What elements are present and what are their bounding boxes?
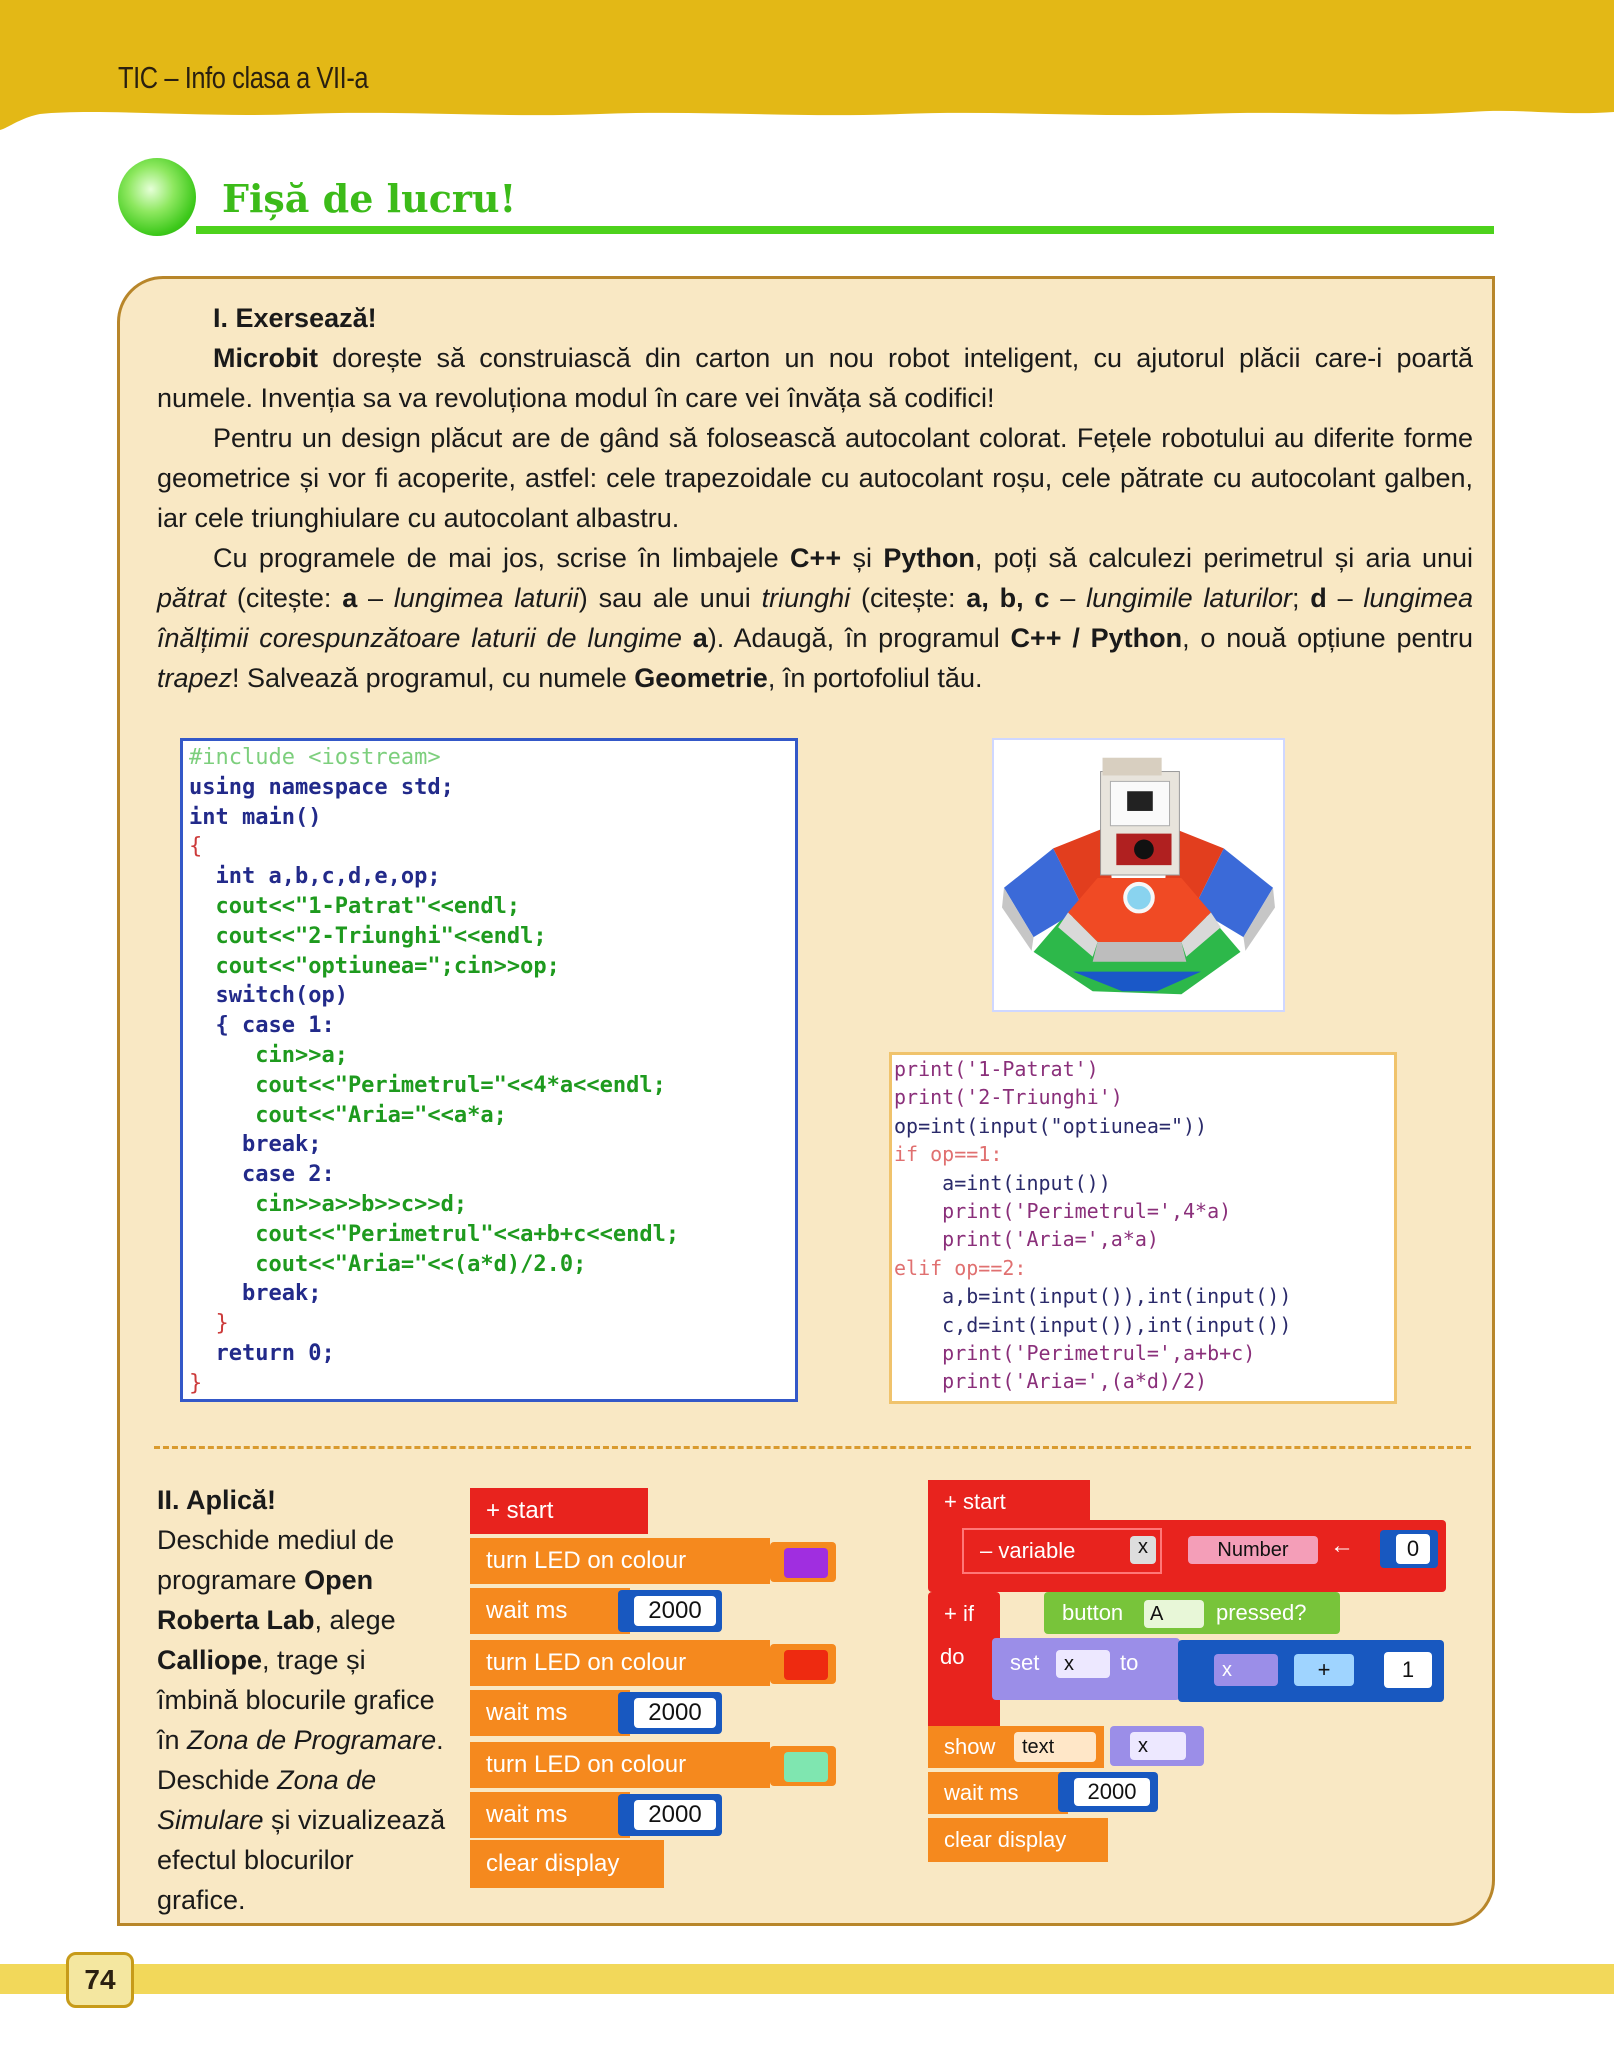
turn-led-block[interactable]: turn LED on colour <box>470 1538 770 1584</box>
section2-heading: II. Aplică! <box>157 1485 277 1515</box>
set-block[interactable]: set <box>992 1638 1180 1700</box>
pressed-label: pressed? <box>1216 1600 1307 1625</box>
code-line: { case 1: <box>189 1013 335 1039</box>
code-line: cout<<"Perimetrul"<<a+b+c<<endl; <box>189 1221 680 1247</box>
to-label: to <box>1120 1650 1139 1675</box>
set-variable-dropdown[interactable]: x <box>1056 1650 1110 1678</box>
colour-swatch-red[interactable] <box>784 1650 828 1680</box>
code-line: { <box>189 834 203 860</box>
robot-image <box>992 738 1285 1012</box>
start-block[interactable]: + start <box>470 1488 648 1534</box>
wait-value[interactable]: 2000 <box>1074 1778 1150 1806</box>
code-line: cout<<"optiunea=";cin>>op; <box>189 953 560 979</box>
code-line: cout<<"2-Triunghi"<<endl; <box>189 923 547 949</box>
clear-display-block[interactable]: clear display <box>928 1818 1108 1862</box>
microbit-term: Microbit <box>213 343 318 373</box>
section2-text <box>157 1480 447 1920</box>
code-line: op=int(input("optiunea=")) <box>894 1113 1208 1138</box>
code-line: cout<<"Aria="<<(a*d)/2.0; <box>189 1251 587 1277</box>
paragraph-3: Cu programele de mai jos, scrise în limbajele C++ și Python, poți să calculezi perimetrul și aria unui pătrat (citește: a – lungimea laturii) sau ale unui triunghi (citește: a, b, c – lungimile laturilor; d – lungimea înălțimii corespunzătoare laturii de lungime a). Adaugă, în programul C++ / Python, o nouă opțiune pentru trapez! Salvează programul, cu numele Geometrie, în portofoliul tău. <box>157 543 1473 693</box>
show-type-dropdown[interactable]: text <box>1014 1732 1096 1762</box>
footer-band <box>0 1964 1614 1994</box>
code-line: using namespace std; <box>189 774 454 800</box>
code-line: print('Perimetrul=',a+b+c) <box>894 1341 1256 1366</box>
variable-block[interactable]: – variable <box>962 1528 1162 1574</box>
code-line: } <box>189 1311 229 1337</box>
button-pressed-block[interactable]: button <box>1044 1592 1340 1634</box>
code-line: a=int(input()) <box>894 1170 1111 1195</box>
wait-value[interactable]: 2000 <box>634 1596 716 1626</box>
code-line: print('1-Patrat') <box>894 1057 1099 1081</box>
code-line: break; <box>189 1132 322 1158</box>
dashed-separator <box>154 1446 1471 1449</box>
var-x-reporter[interactable]: x <box>1214 1654 1278 1686</box>
section1-text <box>157 298 1473 698</box>
code-line: #include <iostream> <box>189 745 441 770</box>
page-title: Fișă de lucru! <box>222 176 517 221</box>
code-line: cout<<"1-Patrat"<<endl; <box>189 893 521 919</box>
variable-name[interactable]: x <box>1130 1536 1156 1564</box>
if-block[interactable]: + if <box>944 1601 974 1626</box>
paragraph-1 <box>157 338 1473 418</box>
start-block[interactable]: + start <box>928 1480 1090 1524</box>
code-line: print('2-Triunghi') <box>894 1085 1123 1110</box>
add-value[interactable]: 1 <box>1384 1652 1432 1688</box>
operator-dropdown[interactable]: + <box>1294 1654 1354 1686</box>
colour-swatch-purple[interactable] <box>784 1548 828 1578</box>
show-variable[interactable]: x <box>1130 1732 1186 1760</box>
wait-value[interactable]: 2000 <box>634 1698 716 1728</box>
wait-block[interactable]: wait ms <box>470 1588 630 1634</box>
code-line: c,d=int(input()),int(input()) <box>894 1312 1292 1337</box>
button-dropdown[interactable]: A <box>1144 1600 1204 1628</box>
paragraph-1-text: dorește să construiască din carton un nou robot inteligent, cu ajutorul plăcii care-i poartă numele. Invenția sa va revoluționa modul în care vei învăța să codifici! <box>157 343 1473 413</box>
code-line: int a,b,c,d,e,op; <box>189 864 441 890</box>
code-line: } <box>189 1370 203 1396</box>
code-line: break; <box>189 1281 322 1307</box>
code-line: if op==1: <box>894 1142 1003 1167</box>
show-text-block[interactable]: show <box>928 1726 1104 1768</box>
initial-value[interactable]: 0 <box>1396 1534 1430 1564</box>
running-header: TIC – Info clasa a VII-a <box>118 60 369 95</box>
section1-heading: I. Exersează! <box>213 303 377 333</box>
code-line: print('Aria=',(a*d)/2) <box>894 1369 1208 1394</box>
code-line: int main() <box>189 804 322 830</box>
wait-block[interactable]: wait ms <box>928 1772 1068 1814</box>
clear-display-block[interactable]: clear display <box>470 1840 664 1888</box>
assign-arrow: ← <box>1330 1532 1354 1559</box>
code-line: cout<<"Perimetrul="<<4*a<<endl; <box>189 1072 666 1098</box>
wait-block[interactable]: wait ms <box>470 1690 630 1736</box>
section2-body: Deschide mediul de programare Open Roberta Lab, alege Calliope, trage și îmbină blocurile grafice în Zona de Programare. Deschide Zona de Simulare și vizualizează efectul blocurilor grafice. <box>157 1525 446 1915</box>
turn-led-block[interactable]: turn LED on colour <box>470 1742 770 1788</box>
python-code-box <box>889 1052 1397 1404</box>
turn-led-block[interactable]: turn LED on colour <box>470 1640 770 1686</box>
wait-value[interactable]: 2000 <box>634 1800 716 1830</box>
code-line: cin>>a; <box>189 1042 348 1068</box>
code-line: elif op==2: <box>894 1255 1027 1280</box>
code-line: a,b=int(input()),int(input()) <box>894 1284 1292 1309</box>
title-underline <box>196 226 1494 234</box>
code-line: case 2: <box>189 1162 335 1188</box>
code-line: print('Aria=',a*a) <box>894 1227 1159 1252</box>
page-number: 74 <box>66 1952 134 2008</box>
code-line: cin>>a>>b>>c>>d; <box>189 1191 468 1217</box>
code-line: cout<<"Aria="<<a*a; <box>189 1102 507 1128</box>
code-line: print('Perimetrul=',4*a) <box>894 1199 1232 1224</box>
paragraph-2: Pentru un design plăcut are de gând să folosească autocolant colorat. Fețele robotului au diferite forme geometrice și vor fi acoperite, astfel: cele trapezoidale cu autocolant roșu, cele pătrate cu autocolant galben, iar cele triunghiulare cu autocolant albastru. <box>157 423 1473 533</box>
bullet-ball-icon <box>118 158 196 236</box>
code-line: switch(op) <box>189 983 348 1009</box>
colour-swatch-mint[interactable] <box>784 1752 828 1782</box>
wait-block[interactable]: wait ms <box>470 1792 630 1838</box>
type-dropdown[interactable]: Number <box>1188 1536 1318 1564</box>
code-line: return 0; <box>189 1340 335 1366</box>
cpp-code-box <box>180 738 798 1402</box>
do-label: do <box>940 1644 965 1669</box>
